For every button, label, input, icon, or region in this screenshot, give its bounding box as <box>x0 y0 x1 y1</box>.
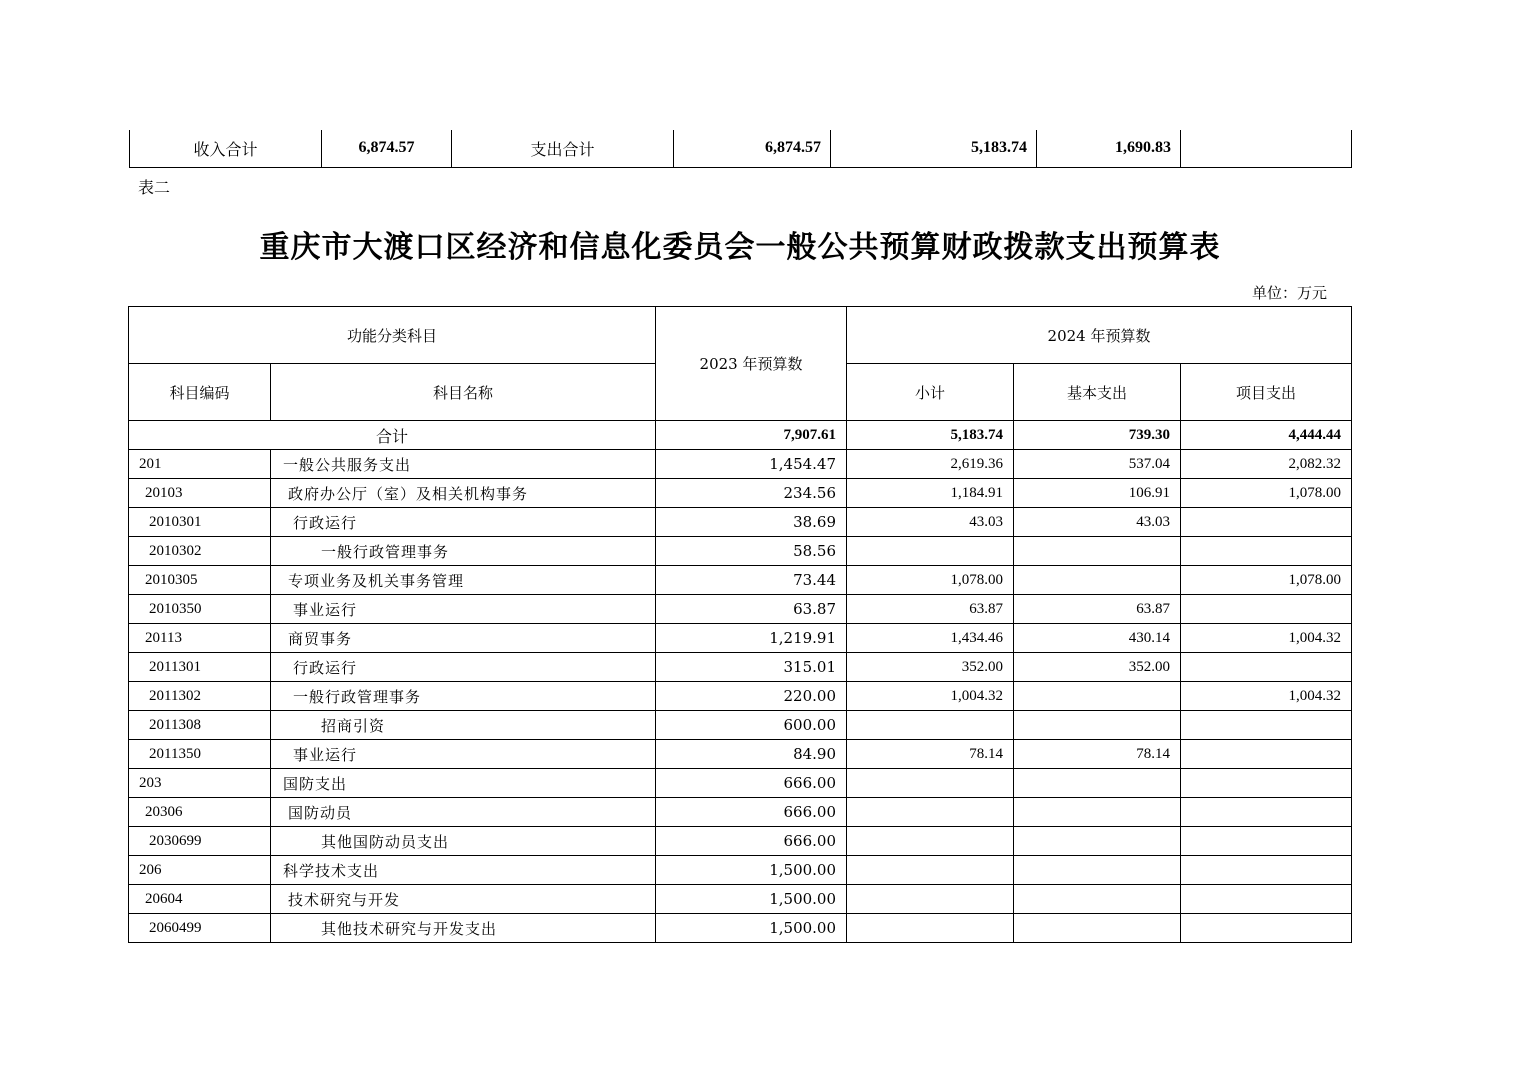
table-row <box>129 653 1352 682</box>
row-basic <box>1014 566 1181 595</box>
row-code: 2010301 <box>129 508 271 537</box>
row-name: 事业运行 <box>271 740 656 769</box>
row-subtotal: 1,434.46 <box>847 624 1014 653</box>
row-code: 20103 <box>129 479 271 508</box>
row-budget-2023: 1,454.47 <box>656 450 847 479</box>
row-project: 1,004.32 <box>1181 682 1352 711</box>
row-subtotal <box>847 711 1014 740</box>
row-code: 2011350 <box>129 740 271 769</box>
table-row <box>129 769 1352 798</box>
row-project <box>1181 914 1352 943</box>
table-row <box>129 885 1352 914</box>
row-subtotal <box>847 914 1014 943</box>
row-subtotal: 352.00 <box>847 653 1014 682</box>
row-budget-2023: 63.87 <box>656 595 847 624</box>
row-budget-2023: 666.00 <box>656 769 847 798</box>
row-subtotal <box>847 885 1014 914</box>
row-basic <box>1014 537 1181 566</box>
row-name: 事业运行 <box>271 595 656 624</box>
row-name: 政府办公厅（室）及相关机构事务 <box>271 479 656 508</box>
row-project <box>1181 769 1352 798</box>
row-project <box>1181 827 1352 856</box>
row-basic <box>1014 827 1181 856</box>
table-row <box>129 740 1352 769</box>
row-subtotal: 2,619.36 <box>847 450 1014 479</box>
row-basic: 430.14 <box>1014 624 1181 653</box>
row-basic <box>1014 769 1181 798</box>
table-label: 表二 <box>138 178 171 197</box>
row-name: 其他技术研究与开发支出 <box>271 914 656 943</box>
row-budget-2023: 1,219.91 <box>656 624 847 653</box>
row-project <box>1181 653 1352 682</box>
row-name: 一般行政管理事务 <box>271 682 656 711</box>
row-code: 2011302 <box>129 682 271 711</box>
row-code: 2011308 <box>129 711 271 740</box>
row-project <box>1181 595 1352 624</box>
row-subtotal: 1,078.00 <box>847 566 1014 595</box>
row-name: 商贸事务 <box>271 624 656 653</box>
table-row <box>129 856 1352 885</box>
last-total-value <box>1181 130 1352 167</box>
total-label: 合计 <box>129 421 656 450</box>
row-budget-2023: 1,500.00 <box>656 914 847 943</box>
row-code: 201 <box>129 450 271 479</box>
row-name: 一般行政管理事务 <box>271 537 656 566</box>
row-subtotal <box>847 827 1014 856</box>
table-row <box>129 624 1352 653</box>
row-budget-2023: 84.90 <box>656 740 847 769</box>
row-code: 20604 <box>129 885 271 914</box>
row-code: 2030699 <box>129 827 271 856</box>
row-project: 1,004.32 <box>1181 624 1352 653</box>
row-code: 2010350 <box>129 595 271 624</box>
row-project: 2,082.32 <box>1181 450 1352 479</box>
row-project <box>1181 798 1352 827</box>
row-budget-2023: 1,500.00 <box>656 885 847 914</box>
header-budget-2023: 2023 年预算数 <box>656 307 847 421</box>
summary-row <box>130 130 1352 167</box>
table-row <box>129 595 1352 624</box>
row-project <box>1181 711 1352 740</box>
income-total-value: 6,874.57 <box>322 130 452 167</box>
row-budget-2023: 666.00 <box>656 798 847 827</box>
row-name: 技术研究与开发 <box>271 885 656 914</box>
header-name: 科目名称 <box>271 364 656 421</box>
budget-table <box>128 306 1352 943</box>
unit-label: 单位：万元 <box>1252 284 1328 302</box>
header-category-group: 功能分类科目 <box>129 307 656 364</box>
row-subtotal: 43.03 <box>847 508 1014 537</box>
row-name: 科学技术支出 <box>271 856 656 885</box>
row-basic: 106.91 <box>1014 479 1181 508</box>
row-subtotal <box>847 798 1014 827</box>
row-basic <box>1014 798 1181 827</box>
row-code: 20113 <box>129 624 271 653</box>
summary-table <box>129 130 1352 168</box>
row-name: 行政运行 <box>271 508 656 537</box>
row-project <box>1181 856 1352 885</box>
row-project: 1,078.00 <box>1181 479 1352 508</box>
row-subtotal: 63.87 <box>847 595 1014 624</box>
table-row <box>129 798 1352 827</box>
table-row <box>129 566 1352 595</box>
row-project <box>1181 740 1352 769</box>
header-project: 项目支出 <box>1181 364 1352 421</box>
row-budget-2023: 600.00 <box>656 711 847 740</box>
row-basic: 43.03 <box>1014 508 1181 537</box>
row-name: 国防动员 <box>271 798 656 827</box>
basic-total-value: 5,183.74 <box>831 130 1037 167</box>
table-row <box>129 450 1352 479</box>
row-basic: 63.87 <box>1014 595 1181 624</box>
row-budget-2023: 220.00 <box>656 682 847 711</box>
row-subtotal: 1,004.32 <box>847 682 1014 711</box>
row-name: 国防支出 <box>271 769 656 798</box>
row-budget-2023: 1,500.00 <box>656 856 847 885</box>
row-code: 203 <box>129 769 271 798</box>
row-code: 2011301 <box>129 653 271 682</box>
row-code: 2010302 <box>129 537 271 566</box>
row-name: 行政运行 <box>271 653 656 682</box>
row-basic: 78.14 <box>1014 740 1181 769</box>
total-project: 4,444.44 <box>1181 421 1352 450</box>
total-basic: 739.30 <box>1014 421 1181 450</box>
table-row <box>129 537 1352 566</box>
row-basic <box>1014 856 1181 885</box>
row-basic <box>1014 711 1181 740</box>
row-budget-2023: 73.44 <box>656 566 847 595</box>
table-row <box>129 508 1352 537</box>
row-budget-2023: 58.56 <box>656 537 847 566</box>
total-row <box>129 421 1352 450</box>
row-name: 招商引资 <box>271 711 656 740</box>
table-row <box>129 914 1352 943</box>
row-basic <box>1014 682 1181 711</box>
row-budget-2023: 666.00 <box>656 827 847 856</box>
row-code: 2010305 <box>129 566 271 595</box>
row-subtotal <box>847 537 1014 566</box>
project-total-value: 1,690.83 <box>1037 130 1181 167</box>
header-basic: 基本支出 <box>1014 364 1181 421</box>
row-name: 其他国防动员支出 <box>271 827 656 856</box>
header-code: 科目编码 <box>129 364 271 421</box>
row-project <box>1181 508 1352 537</box>
row-budget-2023: 38.69 <box>656 508 847 537</box>
row-subtotal: 78.14 <box>847 740 1014 769</box>
row-name: 一般公共服务支出 <box>271 450 656 479</box>
row-code: 20306 <box>129 798 271 827</box>
table-row <box>129 682 1352 711</box>
row-name: 专项业务及机关事务管理 <box>271 566 656 595</box>
row-project <box>1181 885 1352 914</box>
header-subtotal: 小计 <box>847 364 1014 421</box>
row-project: 1,078.00 <box>1181 566 1352 595</box>
header-budget-2024: 2024 年预算数 <box>847 307 1352 364</box>
table-row <box>129 479 1352 508</box>
expense-total-label: 支出合计 <box>452 130 674 167</box>
row-subtotal <box>847 856 1014 885</box>
row-basic <box>1014 885 1181 914</box>
total-subtotal: 5,183.74 <box>847 421 1014 450</box>
row-project <box>1181 537 1352 566</box>
row-code: 2060499 <box>129 914 271 943</box>
row-code: 206 <box>129 856 271 885</box>
row-basic: 537.04 <box>1014 450 1181 479</box>
page-title: 重庆市大渡口区经济和信息化委员会一般公共预算财政拨款支出预算表 <box>259 230 1221 265</box>
row-budget-2023: 234.56 <box>656 479 847 508</box>
row-basic <box>1014 914 1181 943</box>
table-row <box>129 711 1352 740</box>
table-row <box>129 827 1352 856</box>
expense-total-value: 6,874.57 <box>674 130 831 167</box>
row-subtotal: 1,184.91 <box>847 479 1014 508</box>
total-budget-2023: 7,907.61 <box>656 421 847 450</box>
header-row-1 <box>129 307 1352 364</box>
row-subtotal <box>847 769 1014 798</box>
income-total-label: 收入合计 <box>130 130 322 167</box>
row-basic: 352.00 <box>1014 653 1181 682</box>
row-budget-2023: 315.01 <box>656 653 847 682</box>
